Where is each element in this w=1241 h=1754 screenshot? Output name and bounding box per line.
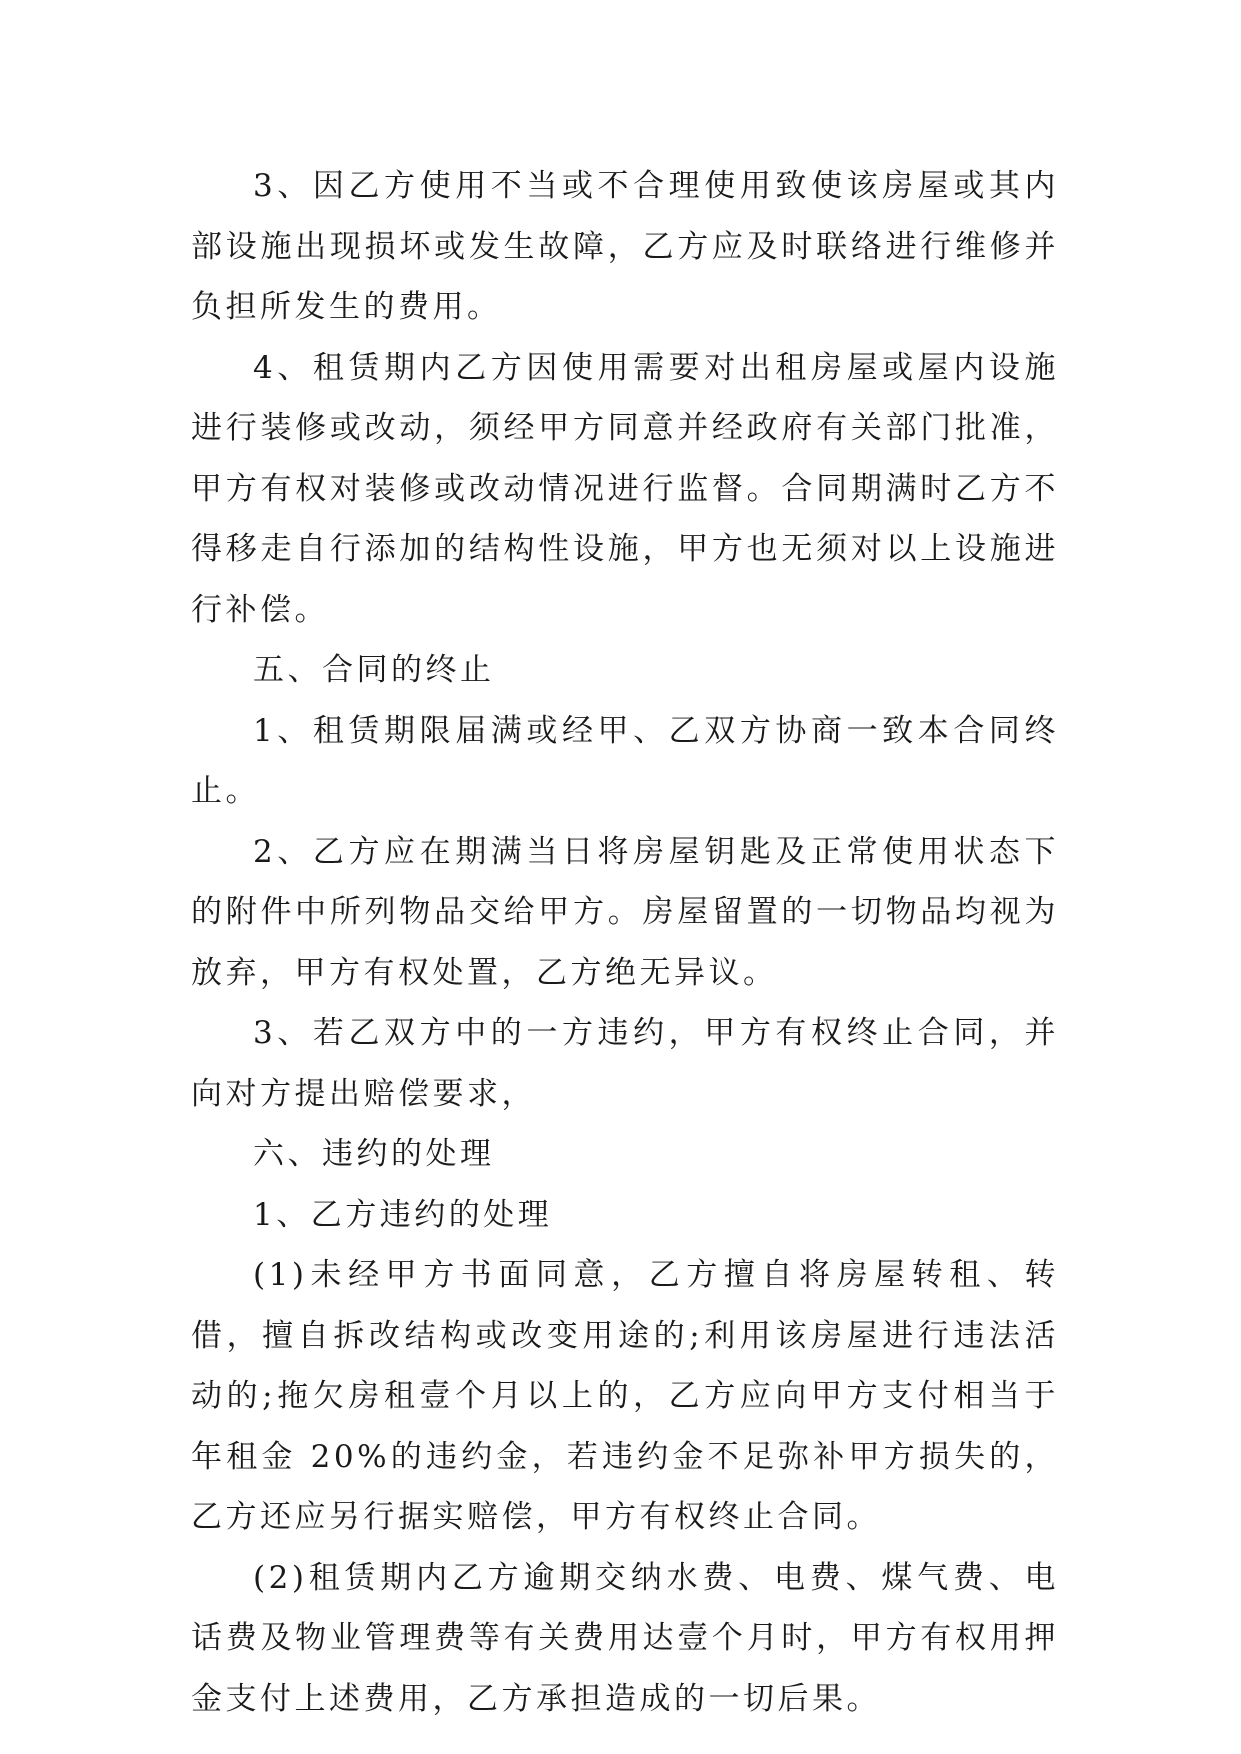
subheading-tenant-breach: 1、乙方违约的处理 xyxy=(253,1196,553,1233)
paragraph-breach-item-1: (1)未经甲方书面同意，乙方擅自将房屋转租、转借，擅自拆改结构或改变用途的;利用该房屋进行违法活动的;拖欠房租壹个月以上的，乙方应向甲方支付相当于年租金 20%的违约金，若违约金不足弥补甲方损失的，乙方还应另行据实赔偿，甲方有权终止合同。 xyxy=(191,1257,1059,1535)
paragraph-termination-1: 1、租赁期限届满或经甲、乙双方协商一致本合同终止。 xyxy=(191,712,1059,809)
paragraph-clause-4-renovation: 4、租赁期内乙方因使用需要对出租房屋或屋内设施进行装修或改动，须经甲方同意并经政府有关部门批准，甲方有权对装修或改动情况进行监督。合同期满时乙方不得移走自行添加的结构性设施，甲方也无须对以上设施进行补偿。 xyxy=(191,349,1059,628)
paragraph-breach-item-2: (2)租赁期内乙方逾期交纳水费、电费、煤气费、电话费及物业管理费等有关费用达壹个月时，甲方有权用押金支付上述费用，乙方承担造成的一切后果。 xyxy=(191,1559,1059,1717)
section-heading-breach: 六、违约的处理 xyxy=(253,1136,495,1172)
section-heading-termination: 五、合同的终止 xyxy=(253,652,495,688)
document-body xyxy=(191,156,1059,1729)
paragraph-termination-3: 3、若乙双方中的一方违约，甲方有权终止合同，并向对方提出赔偿要求， xyxy=(191,1015,1059,1112)
paragraph-clause-3-damage: 3、因乙方使用不当或不合理使用致使该房屋或其内部设施出现损坏或发生故障，乙方应及时联络进行维修并负担所发生的费用。 xyxy=(191,168,1059,325)
paragraph-termination-2: 2、乙方应在期满当日将房屋钥匙及正常使用状态下的附件中所列物品交给甲方。房屋留置的一切物品均视为放弃，甲方有权处置，乙方绝无异议。 xyxy=(191,833,1059,991)
